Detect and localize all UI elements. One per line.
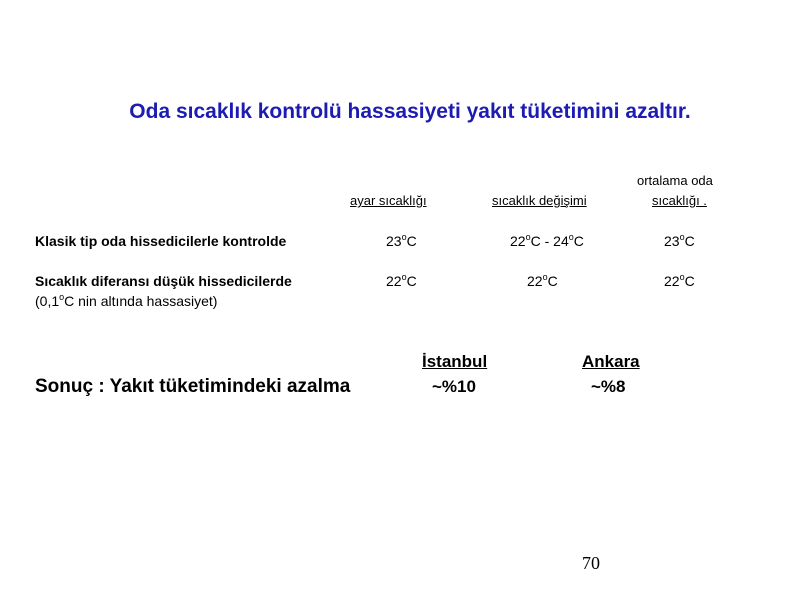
- city-ankara-label: Ankara: [582, 352, 640, 371]
- header-average-line2-text: sıcaklığı .: [652, 193, 707, 208]
- row-low-diff-set-temp: 22$^o$C: [386, 272, 417, 289]
- header-temperature-change-text: sıcaklık değişimi: [492, 193, 587, 208]
- row-classic-set-temp: 23$^o$C: [386, 232, 417, 249]
- header-temperature-change: [492, 193, 587, 208]
- conclusion-label: Sonuç : Yakıt tüketimindeki azalma: [35, 376, 351, 397]
- row-low-diff-change: 22$^o$C: [527, 272, 558, 289]
- row-classic-change: 22$^o$C - 24$^o$C: [510, 232, 584, 249]
- slide-title: Oda sıcaklık kontrolü hassasiyeti yakıt tüketimini azaltır.: [129, 100, 691, 123]
- ankara-reduction-value: ~%8: [591, 377, 626, 396]
- precision-note: (0,1$^o$C nin altında hassasiyet): [35, 292, 218, 309]
- row-low-diff-average: 22$^o$C: [664, 272, 695, 289]
- istanbul-reduction-value: ~%10: [432, 377, 476, 396]
- row-low-diff-label: Sıcaklık diferansı düşük hissedicilerde: [35, 273, 292, 289]
- header-average-line1: ortalama oda: [637, 173, 713, 188]
- header-set-temperature: ayar sıcaklığı: [350, 193, 427, 208]
- row-classic-average: 23$^o$C: [664, 232, 695, 249]
- row-classic-label: Klasik tip oda hissedicilerle kontrolde: [35, 233, 287, 249]
- city-istanbul-label: İstanbul: [422, 352, 488, 371]
- header-average-line2: [632, 193, 707, 208]
- page-number: 70: [582, 553, 600, 573]
- city-istanbul: [412, 352, 519, 372]
- city-ankara: [567, 352, 660, 372]
